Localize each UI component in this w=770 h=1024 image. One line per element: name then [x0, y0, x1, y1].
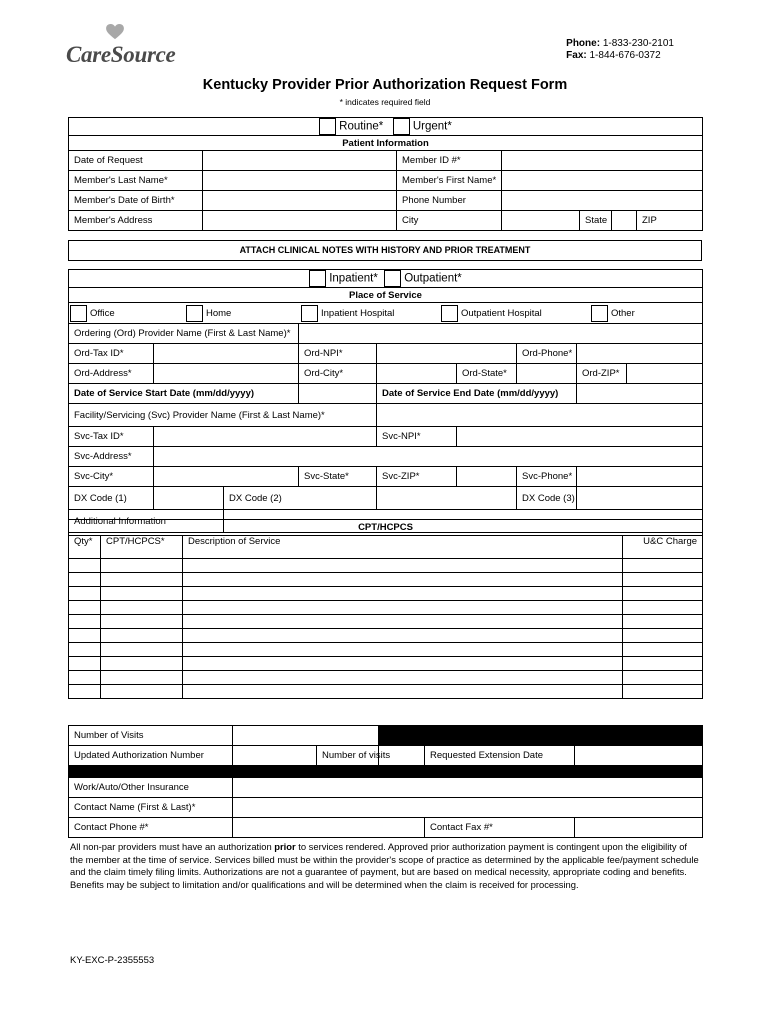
- cpt-description-cell[interactable]: [183, 601, 623, 615]
- phone-label: Phone:: [566, 38, 601, 49]
- city-label: City: [397, 211, 502, 231]
- cpt-code-cell[interactable]: [101, 643, 183, 657]
- ord-city-field[interactable]: [377, 364, 457, 384]
- outpatient-checkbox[interactable]: [384, 270, 401, 287]
- svc-city-label: Svc-City*: [69, 467, 154, 487]
- svc-provider-field[interactable]: [377, 404, 703, 427]
- address-field[interactable]: [203, 211, 397, 231]
- blackout-bar-2: [69, 766, 703, 778]
- inpatient-hospital-checkbox[interactable]: [301, 305, 318, 322]
- ord-phone-field[interactable]: [577, 344, 703, 364]
- dx1-label: DX Code (1): [69, 487, 154, 510]
- ord-tax-label: Ord-Tax ID*: [69, 344, 154, 364]
- inpatient-checkbox[interactable]: [309, 270, 326, 287]
- cpt-charge-cell[interactable]: [623, 671, 703, 685]
- svc-npi-field[interactable]: [457, 427, 703, 447]
- updated-auth-label: Updated Authorization Number: [69, 746, 233, 766]
- cpt-code-cell[interactable]: [101, 559, 183, 573]
- member-id-field[interactable]: [502, 151, 703, 171]
- cpt-qty-cell[interactable]: [69, 587, 101, 601]
- cpt-charge-cell[interactable]: [623, 685, 703, 699]
- outpatient-hospital-checkbox[interactable]: [441, 305, 458, 322]
- number-of-visits-field[interactable]: [233, 726, 379, 746]
- svc-phone-label: Svc-Phone*: [517, 467, 577, 487]
- cpt-qty-cell[interactable]: [69, 559, 101, 573]
- disclaimer-paragraph: [70, 841, 702, 891]
- cpt-qty-cell[interactable]: [69, 657, 101, 671]
- service-table: [68, 269, 703, 533]
- patient-info-title: Patient Information: [69, 136, 703, 151]
- svc-npi-label: Svc-NPI*: [377, 427, 457, 447]
- cpt-row: [69, 629, 703, 643]
- cpt-description-cell[interactable]: [183, 559, 623, 573]
- ord-provider-label: Ordering (Ord) Provider Name (First & Last Name)*: [69, 324, 299, 344]
- urgent-label: Urgent*: [412, 120, 452, 133]
- phone-number-label: Phone Number: [397, 191, 502, 211]
- cpt-code-cell[interactable]: [101, 601, 183, 615]
- heart-icon: [106, 24, 124, 40]
- other-label: Other: [611, 308, 635, 320]
- svc-phone-field[interactable]: [577, 467, 703, 487]
- office-label: Office: [90, 308, 115, 320]
- cpt-charge-cell[interactable]: [623, 615, 703, 629]
- contact-info: [566, 38, 674, 62]
- routine-label: Routine*: [339, 120, 384, 133]
- ord-state-field[interactable]: [517, 364, 577, 384]
- cpt-title: CPT/HCPCS: [69, 520, 703, 536]
- dx3-field[interactable]: [577, 487, 703, 510]
- cpt-description-cell[interactable]: [183, 615, 623, 629]
- contact-fax-label: Contact Fax #*: [425, 818, 575, 838]
- office-checkbox[interactable]: [70, 305, 87, 322]
- svc-state-label: Svc-State*: [299, 467, 377, 487]
- fax-label: Fax:: [566, 50, 587, 61]
- cpt-row: [69, 573, 703, 587]
- cpt-charge-cell[interactable]: [623, 559, 703, 573]
- outpatient-label: Outpatient*: [404, 272, 462, 285]
- cpt-table: [68, 519, 703, 699]
- inpatient-hospital-label: Inpatient Hospital: [321, 308, 395, 320]
- contact-name-label: Contact Name (First & Last)*: [69, 798, 233, 818]
- ord-address-field[interactable]: [154, 364, 299, 384]
- cpt-qty-cell[interactable]: [69, 615, 101, 629]
- cpt-qty-cell[interactable]: [69, 643, 101, 657]
- cpt-code-cell[interactable]: [101, 657, 183, 671]
- address-label: Member's Address: [69, 211, 203, 231]
- cpt-row: [69, 671, 703, 685]
- home-label: Home: [206, 308, 232, 320]
- cpt-qty-cell[interactable]: [69, 685, 101, 699]
- cpt-description-cell[interactable]: [183, 657, 623, 671]
- dob-field[interactable]: [203, 191, 397, 211]
- disclaimer-bold: prior: [274, 841, 296, 852]
- additional-info-label: Additional Information: [69, 510, 224, 533]
- date-of-request-field[interactable]: [203, 151, 397, 171]
- requested-ext-field[interactable]: [575, 746, 703, 766]
- logo-text: CareSource: [66, 42, 176, 67]
- cpt-description-cell[interactable]: [183, 643, 623, 657]
- cpt-charge-cell[interactable]: [623, 573, 703, 587]
- disclaimer-pre: All non-par providers must have an authorization: [70, 841, 275, 852]
- blackout-bar-1: [379, 726, 703, 746]
- ord-npi-field[interactable]: [377, 344, 517, 364]
- charge-header: U&C Charge: [623, 536, 703, 559]
- dx3-label: DX Code (3): [517, 487, 577, 510]
- state-field[interactable]: [612, 211, 637, 231]
- visits-table: [68, 725, 703, 838]
- cpt-description-cell[interactable]: [183, 629, 623, 643]
- member-id-label: Member ID #*: [397, 151, 502, 171]
- cpt-description-cell[interactable]: [183, 685, 623, 699]
- cpt-description-cell[interactable]: [183, 587, 623, 601]
- patient-information-table: [68, 117, 703, 231]
- last-name-label: Member's Last Name*: [69, 171, 203, 191]
- phone-number-field[interactable]: [502, 191, 703, 211]
- cpt-code-cell[interactable]: [101, 615, 183, 629]
- page-title: Kentucky Provider Prior Authorization Request Form: [202, 77, 568, 93]
- updated-auth-field[interactable]: [233, 746, 317, 766]
- svc-provider-label: Facility/Servicing (Svc) Provider Name (First & Last Name)*: [69, 404, 377, 427]
- number-of-visits-label: Number of Visits: [69, 726, 233, 746]
- phone-value: 1-833-230-2101: [602, 38, 674, 49]
- insurance-label: Work/Auto/Other Insurance: [69, 778, 233, 798]
- svc-tax-field[interactable]: [154, 427, 377, 447]
- cpt-row: [69, 587, 703, 601]
- dos-start-label: Date of Service Start Date (mm/dd/yyyy): [69, 384, 299, 404]
- number-of-visits-small-label: Number of visits: [317, 746, 379, 766]
- first-name-label: Member's First Name*: [397, 171, 502, 191]
- cpt-charge-cell[interactable]: [623, 657, 703, 671]
- first-name-field[interactable]: [502, 171, 703, 191]
- zip-label: ZIP: [637, 211, 703, 231]
- form-code: KY-EXC-P-2355553: [70, 955, 155, 966]
- dx1-field[interactable]: [154, 487, 224, 510]
- cpt-row: [69, 657, 703, 671]
- required-note: * indicates required field: [339, 97, 431, 107]
- cpt-qty-cell[interactable]: [69, 671, 101, 685]
- contact-phone-field[interactable]: [233, 818, 425, 838]
- attach-notes-banner: ATTACH CLINICAL NOTES WITH HISTORY AND PRIOR TREATMENT: [68, 240, 702, 261]
- dos-end-label: Date of Service End Date (mm/dd/yyyy): [377, 384, 577, 404]
- ord-zip-label: Ord-ZIP*: [577, 364, 627, 384]
- cpt-qty-cell[interactable]: [69, 601, 101, 615]
- ord-provider-field[interactable]: [299, 324, 703, 344]
- cpt-qty-cell[interactable]: [69, 573, 101, 587]
- ord-address-label: Ord-Address*: [69, 364, 154, 384]
- place-of-service-title: Place of Service: [69, 288, 703, 303]
- svc-address-field[interactable]: [154, 447, 703, 467]
- outpatient-hospital-label: Outpatient Hospital: [461, 308, 542, 320]
- other-checkbox[interactable]: [591, 305, 608, 322]
- ord-npi-label: Ord-NPI*: [299, 344, 377, 364]
- cpt-charge-cell[interactable]: [623, 629, 703, 643]
- date-of-request-label: Date of Request: [69, 151, 203, 171]
- cpt-charge-cell[interactable]: [623, 587, 703, 601]
- requested-ext-label: Requested Extension Date: [425, 746, 575, 766]
- cpt-charge-cell[interactable]: [623, 643, 703, 657]
- cpt-description-cell[interactable]: [183, 671, 623, 685]
- ord-state-label: Ord-State*: [457, 364, 517, 384]
- inpatient-label: Inpatient*: [329, 272, 378, 285]
- code-header: CPT/HCPCS*: [101, 536, 183, 559]
- insurance-field[interactable]: [233, 778, 703, 798]
- urgent-checkbox[interactable]: [393, 118, 410, 135]
- cpt-code-cell[interactable]: [101, 685, 183, 699]
- ord-tax-field[interactable]: [154, 344, 299, 364]
- cpt-code-cell[interactable]: [101, 587, 183, 601]
- cpt-row: [69, 601, 703, 615]
- ord-phone-label: Ord-Phone*: [517, 344, 577, 364]
- cpt-qty-cell[interactable]: [69, 629, 101, 643]
- home-checkbox[interactable]: [186, 305, 203, 322]
- contact-fax-field[interactable]: [575, 818, 703, 838]
- routine-checkbox[interactable]: [319, 118, 336, 135]
- city-field[interactable]: [502, 211, 580, 231]
- dos-start-field[interactable]: [299, 384, 377, 404]
- dx2-label: DX Code (2): [224, 487, 377, 510]
- svc-zip-field[interactable]: [457, 467, 517, 487]
- cpt-description-cell[interactable]: [183, 573, 623, 587]
- disclaimer-post: to services rendered. Approved prior authorization payment is contingent upon the eligibility of the member at the time of service. Services billed must be within the provider's scope of practice as determined by the applicable fee/payment schedule and the claim timely filing limits. Authorizations are not a guarantee of payment, but are based on medical necessity, appropriate coding and benefits. Benefits may be subject to limitation and/or qualifications and will be determined when the claim is received for processing.: [70, 841, 699, 890]
- fax-value: 1-844-676-0372: [589, 50, 661, 61]
- cpt-code-cell[interactable]: [101, 573, 183, 587]
- qty-header: Qty*: [69, 536, 101, 559]
- state-label: State: [580, 211, 612, 231]
- svc-zip-label: Svc-ZIP*: [377, 467, 457, 487]
- cpt-row: [69, 685, 703, 699]
- cpt-charge-cell[interactable]: [623, 601, 703, 615]
- svc-city-field[interactable]: [154, 467, 299, 487]
- cpt-code-cell[interactable]: [101, 629, 183, 643]
- caresource-logo: [66, 22, 216, 70]
- last-name-field[interactable]: [203, 171, 397, 191]
- dob-label: Member's Date of Birth*: [69, 191, 203, 211]
- svc-address-label: Svc-Address*: [69, 447, 154, 467]
- ord-city-label: Ord-City*: [299, 364, 377, 384]
- contact-phone-label: Contact Phone #*: [69, 818, 233, 838]
- ord-zip-field[interactable]: [627, 364, 703, 384]
- contact-name-field[interactable]: [233, 798, 703, 818]
- cpt-row: [69, 615, 703, 629]
- cpt-row: [69, 643, 703, 657]
- dos-end-field[interactable]: [577, 384, 703, 404]
- cpt-row: [69, 559, 703, 573]
- svc-tax-label: Svc-Tax ID*: [69, 427, 154, 447]
- description-header: Description of Service: [183, 536, 623, 559]
- dx2-field[interactable]: [377, 487, 517, 510]
- cpt-code-cell[interactable]: [101, 671, 183, 685]
